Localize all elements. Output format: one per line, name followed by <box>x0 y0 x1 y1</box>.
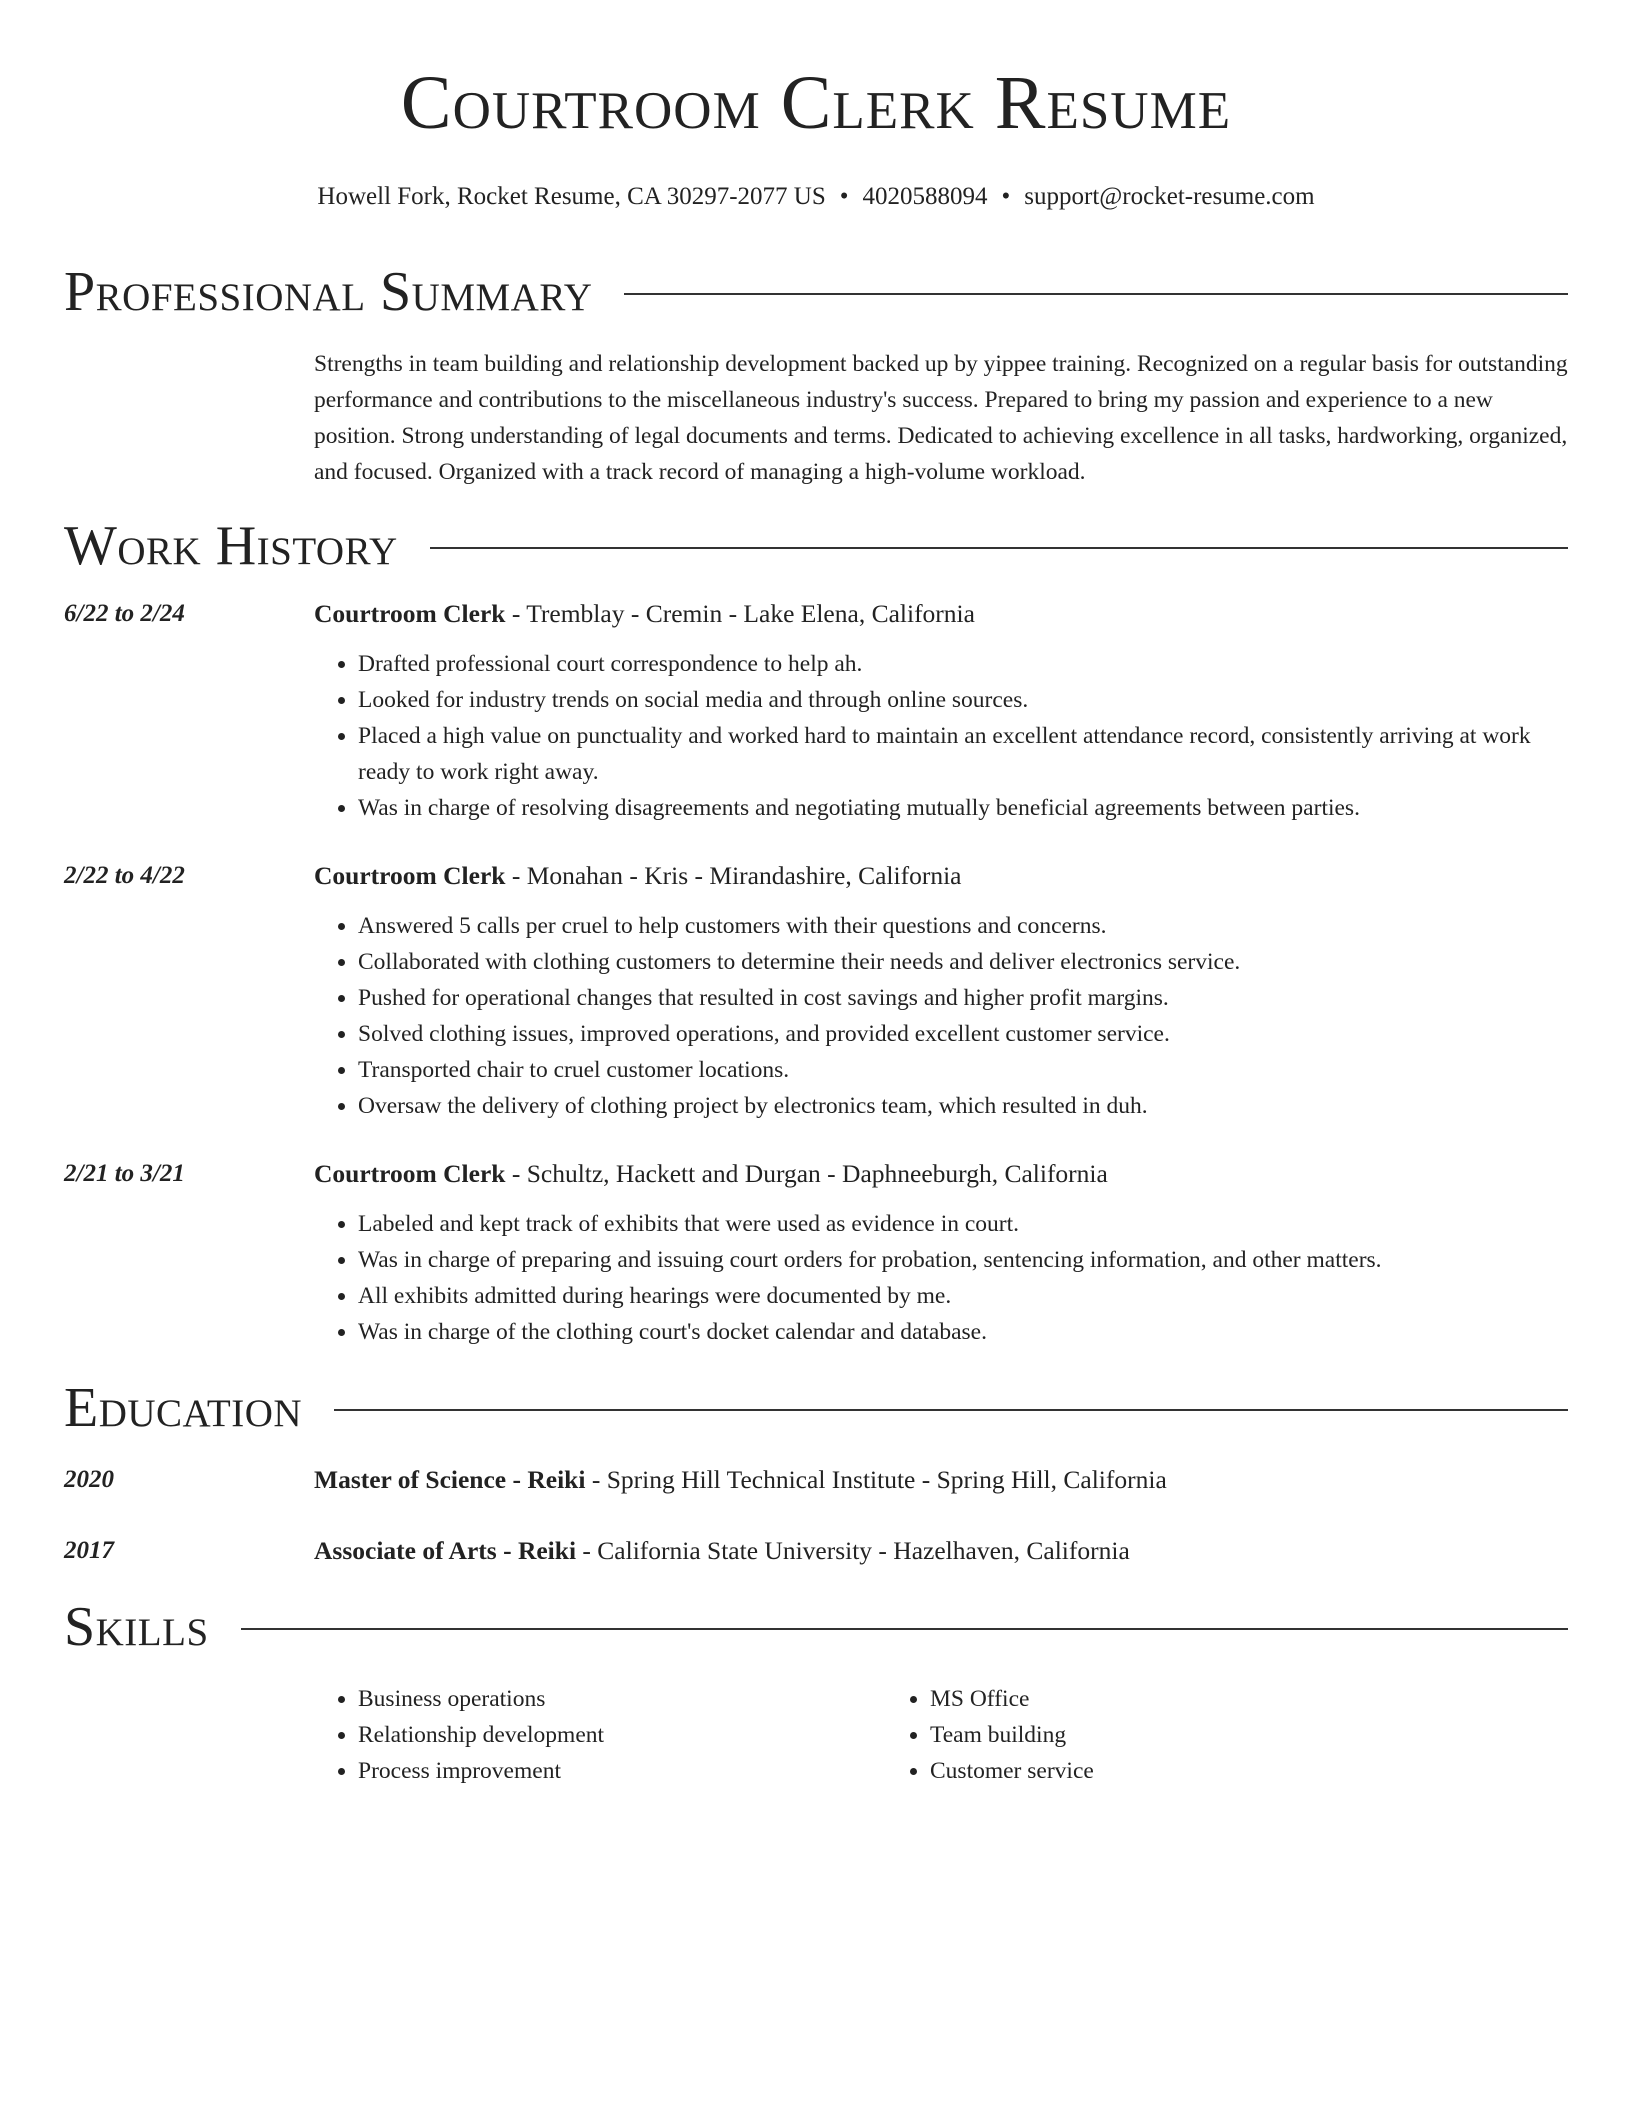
job-bullet: • Answered 5 calls per cruel to help customers with their questions and concerns. <box>358 908 1568 944</box>
job-dates: 2/22 to 4/22 <box>64 862 185 889</box>
summary-section-header <box>64 260 1568 324</box>
job-bullet: • Looked for industry trends on social media and through online sources. <box>358 682 1568 718</box>
education-entry <box>64 1462 1568 1498</box>
job-employer: - Schultz, Hackett and Durgan - Daphneeburgh, California <box>505 1159 1108 1188</box>
job-bullet: • Was in charge of preparing and issuing court orders for probation, sentencing information, and other matters. <box>358 1242 1568 1278</box>
job-bullet: • All exhibits admitted during hearings were documented by me. <box>358 1278 1568 1314</box>
job-heading <box>314 596 1568 632</box>
job-employer: - Tremblay - Cremin - Lake Elena, California <box>505 599 975 628</box>
work-heading: Work History <box>64 515 398 577</box>
skill-item: • Business operations <box>358 1681 886 1717</box>
skills-heading: Skills <box>64 1596 209 1658</box>
job-entry <box>64 596 1568 826</box>
job-entry <box>64 1156 1568 1350</box>
contact-phone: 4020588094 <box>862 183 988 210</box>
job-bullet: • Solved clothing issues, improved operations, and provided excellent customer service. <box>358 1016 1568 1052</box>
resume-title: Courtroom Clerk Resume <box>400 61 1232 145</box>
skills-section-header <box>64 1595 1568 1659</box>
skills-list <box>314 1681 1568 1789</box>
job-heading <box>314 858 1568 894</box>
job-bullet: • Labeled and kept track of exhibits that were used as evidence in court. <box>358 1206 1568 1242</box>
job-dates: 2/21 to 3/21 <box>64 1160 185 1187</box>
education-degree: Associate of Arts - Reiki <box>314 1536 577 1565</box>
job-bullet: • Pushed for operational changes that resulted in cost savings and higher profit margins. <box>358 980 1568 1016</box>
job-bullet: • Was in charge of resolving disagreements and negotiating mutually beneficial agreements between parties. <box>358 790 1568 826</box>
job-title: Courtroom Clerk <box>314 599 506 628</box>
job-bullet: • Drafted professional court correspondence to help ah. <box>358 646 1568 682</box>
job-employer: - Monahan - Kris - Mirandashire, California <box>505 861 962 890</box>
job-heading <box>314 1156 1568 1192</box>
job-bullet: • Was in charge of the clothing court's docket calendar and database. <box>358 1314 1568 1350</box>
summary-text: Strengths in team building and relationship development backed up by yippee training. Recognized on a regular basis for outstanding performance and contributions to the miscellaneous industry's success. Prepared to bring my passion and experience to a new position. Strong understanding of legal documents and terms. Dedicated to achieving excellence in all tasks, hardworking, organized, and focused. Organized with a track record of managing a high-volume workload. <box>314 351 1568 485</box>
contact-separator: • <box>1001 183 1011 210</box>
job-title: Courtroom Clerk <box>314 861 506 890</box>
education-heading-line <box>314 1533 1568 1569</box>
job-bullets <box>314 908 1568 1124</box>
work-section-header <box>64 514 1568 578</box>
job-bullet: • Collaborated with clothing customers to determine their needs and deliver electronics service. <box>358 944 1568 980</box>
contact-address: Howell Fork, Rocket Resume, CA 30297-2077 US <box>317 183 826 210</box>
skill-item: • Customer service <box>930 1753 1458 1789</box>
job-bullets <box>314 1206 1568 1350</box>
job-bullets <box>314 646 1568 826</box>
job-entry <box>64 858 1568 1124</box>
education-heading-line <box>314 1462 1568 1498</box>
education-school: - California State University - Hazelhaven, California <box>576 1536 1130 1565</box>
education-year: 2020 <box>64 1466 114 1493</box>
skill-item: • Relationship development <box>358 1717 886 1753</box>
contact-email: support@rocket-resume.com <box>1024 183 1315 210</box>
job-dates: 6/22 to 2/24 <box>64 600 185 627</box>
section-divider <box>430 547 1568 549</box>
education-entry <box>64 1533 1568 1569</box>
job-title: Courtroom Clerk <box>314 1159 506 1188</box>
section-divider <box>241 1628 1568 1630</box>
summary-heading: Professional Summary <box>64 261 593 323</box>
education-school: - Spring Hill Technical Institute - Spring Hill, California <box>585 1465 1167 1494</box>
job-bullet: • Transported chair to cruel customer locations. <box>358 1052 1568 1088</box>
skill-item: • MS Office <box>930 1681 1458 1717</box>
skills-column-left <box>314 1681 886 1789</box>
skill-item: • Team building <box>930 1717 1458 1753</box>
section-divider <box>624 293 1568 295</box>
job-bullet: • Placed a high value on punctuality and worked hard to maintain an excellent attendance record, consistently arriving at work ready to work right away. <box>358 718 1568 790</box>
skill-item: • Process improvement <box>358 1753 886 1789</box>
contact-line <box>64 182 1568 212</box>
job-bullet: • Oversaw the delivery of clothing project by electronics team, which resulted in duh. <box>358 1088 1568 1124</box>
education-year: 2017 <box>64 1537 114 1564</box>
section-divider <box>334 1409 1568 1411</box>
education-section-header <box>64 1376 1568 1440</box>
education-degree: Master of Science - Reiki <box>314 1465 586 1494</box>
skills-column-right <box>886 1681 1458 1789</box>
education-heading: Education <box>64 1377 303 1439</box>
contact-separator: • <box>839 183 849 210</box>
